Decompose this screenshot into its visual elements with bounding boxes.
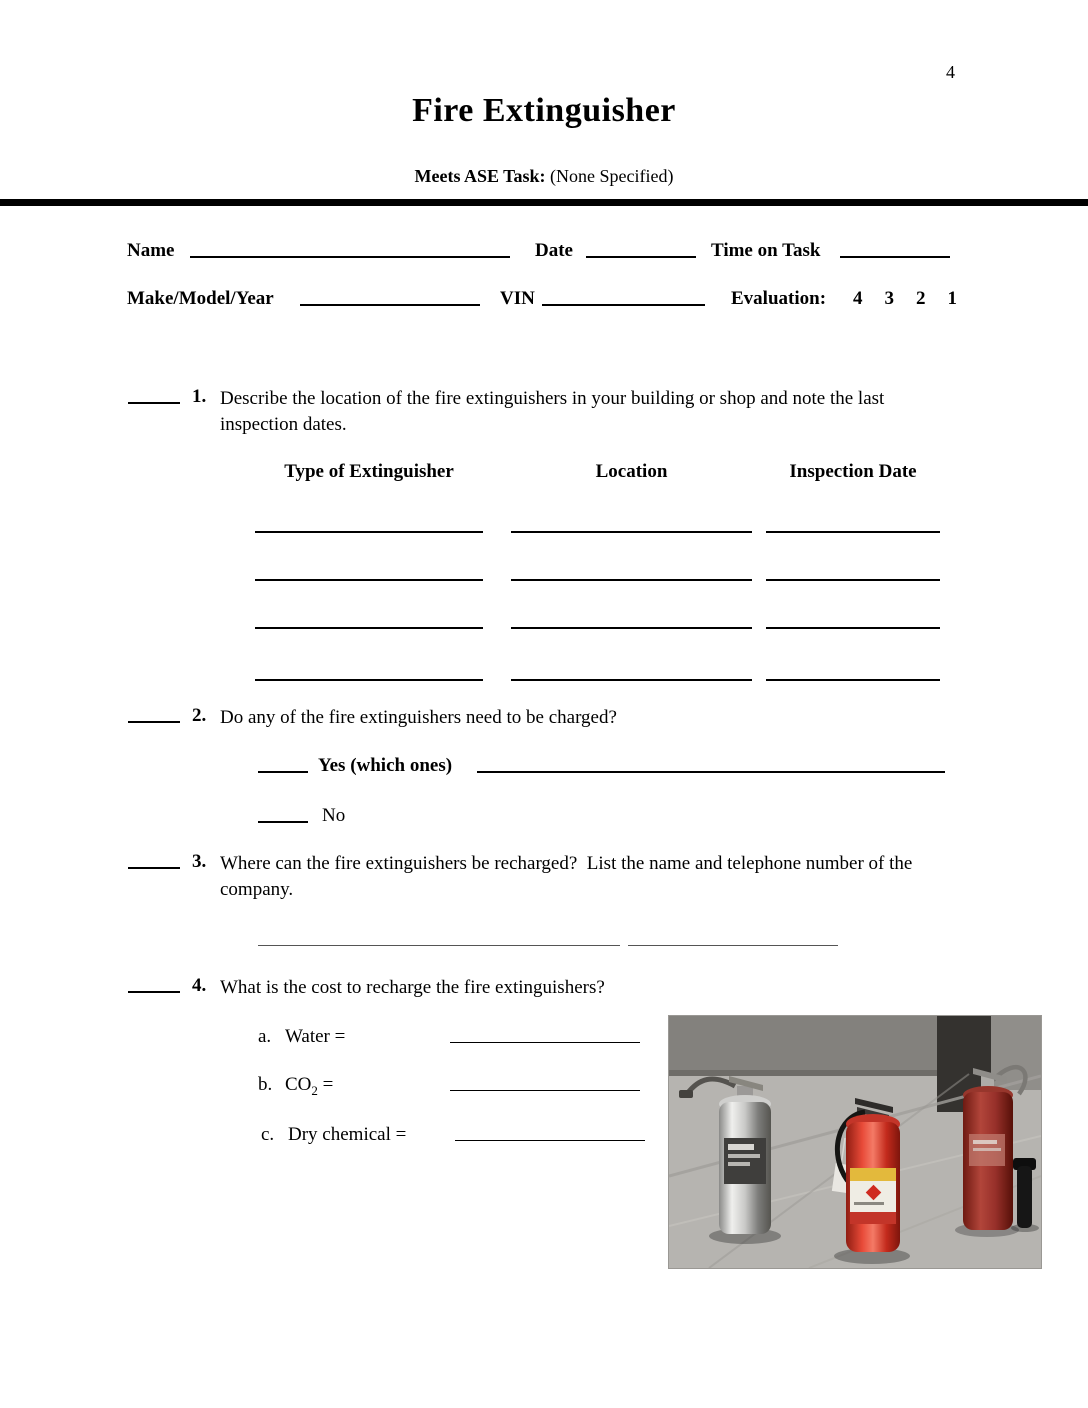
q3-number: 3. [192, 851, 207, 872]
table-header-type: Type of Extinguisher [284, 461, 454, 482]
page-title: Fire Extinguisher [412, 92, 676, 129]
table-row3-date-line [766, 627, 940, 629]
q4b-co-prefix: CO [285, 1074, 312, 1095]
extinguishers-photo [668, 1015, 1040, 1267]
ase-task-line [0, 166, 1088, 187]
q4b-answer-line [450, 1090, 640, 1091]
table-header-location: Location [595, 461, 668, 482]
black-horn [1017, 1166, 1032, 1228]
q2-no-check-blank [258, 821, 308, 823]
table-header-inspection-date: Inspection Date [789, 461, 917, 482]
q3-text: Where can the fire extinguishers be recharged? List the name and telephone number of the company. [220, 853, 918, 900]
q4a-answer-line [450, 1042, 640, 1043]
table-row4-type-line [255, 679, 483, 681]
extinguishers-photo-image [668, 1015, 1042, 1269]
q2-grade-blank [128, 721, 180, 723]
table-row4-location-line [511, 679, 752, 681]
vin-blank-line [542, 304, 705, 306]
table-row3-type-line [255, 627, 483, 629]
q4b-text [285, 1074, 333, 1099]
make-model-year-blank-line [300, 304, 480, 306]
evaluation-scale [853, 288, 957, 310]
table-row2-type-line [255, 579, 483, 581]
make-model-year-label: Make/Model/Year [127, 288, 274, 309]
table-row1-type-line [255, 531, 483, 533]
evaluation-value-2: 2 [916, 288, 926, 309]
q3-grade-blank [128, 867, 180, 869]
q1-number: 1. [192, 386, 207, 407]
ase-task-label: Meets ASE Task: [414, 166, 546, 186]
vin-label: VIN [500, 288, 535, 309]
table-row2-date-line [766, 579, 940, 581]
time-on-task-blank-line [840, 256, 950, 258]
date-blank-line [586, 256, 696, 258]
table-row1-date-line [766, 531, 940, 533]
q2-text: Do any of the fire extinguishers need to be charged? [220, 707, 617, 728]
q4b-co-subscript: 2 [311, 1082, 318, 1098]
ase-task-value: (None Specified) [550, 166, 674, 186]
table-row1-location-line [511, 531, 752, 533]
page-number: 4 [946, 62, 955, 82]
evaluation-label: Evaluation: [731, 288, 827, 309]
time-on-task-label: Time on Task [711, 240, 821, 261]
q4b-letter: b. [258, 1074, 273, 1095]
q3-answer-line-phone [628, 945, 838, 946]
q1-grade-blank [128, 402, 180, 404]
q2-no-label: No [322, 805, 346, 826]
evaluation-value-3: 3 [884, 288, 894, 309]
q1-text: Describe the location of the fire extinguishers in your building or shop and note the last inspection dates. [220, 388, 890, 435]
q4b-equals: = [322, 1074, 334, 1095]
q4a-letter: a. [258, 1026, 272, 1047]
q4c-letter: c. [261, 1124, 275, 1145]
evaluation-value-4: 4 [853, 288, 863, 309]
table-row3-location-line [511, 627, 752, 629]
q4c-answer-line [455, 1140, 645, 1141]
q2-yes-answer-line [477, 771, 945, 773]
q4-number: 4. [192, 975, 207, 996]
q2-number: 2. [192, 705, 207, 726]
q4-text: What is the cost to recharge the fire extinguishers? [220, 977, 605, 998]
name-blank-line [190, 256, 510, 258]
q3-answer-line-company [258, 945, 620, 946]
date-label: Date [535, 240, 573, 261]
q4a-text: Water = [285, 1026, 346, 1047]
table-row2-location-line [511, 579, 752, 581]
q2-yes-label: Yes (which ones) [318, 755, 453, 776]
q4c-text: Dry chemical = [288, 1124, 407, 1145]
q2-yes-check-blank [258, 771, 308, 773]
table-row4-date-line [766, 679, 940, 681]
evaluation-value-1: 1 [947, 288, 957, 309]
header-divider [0, 199, 1088, 206]
name-label: Name [127, 240, 175, 261]
q4-grade-blank [128, 991, 180, 993]
